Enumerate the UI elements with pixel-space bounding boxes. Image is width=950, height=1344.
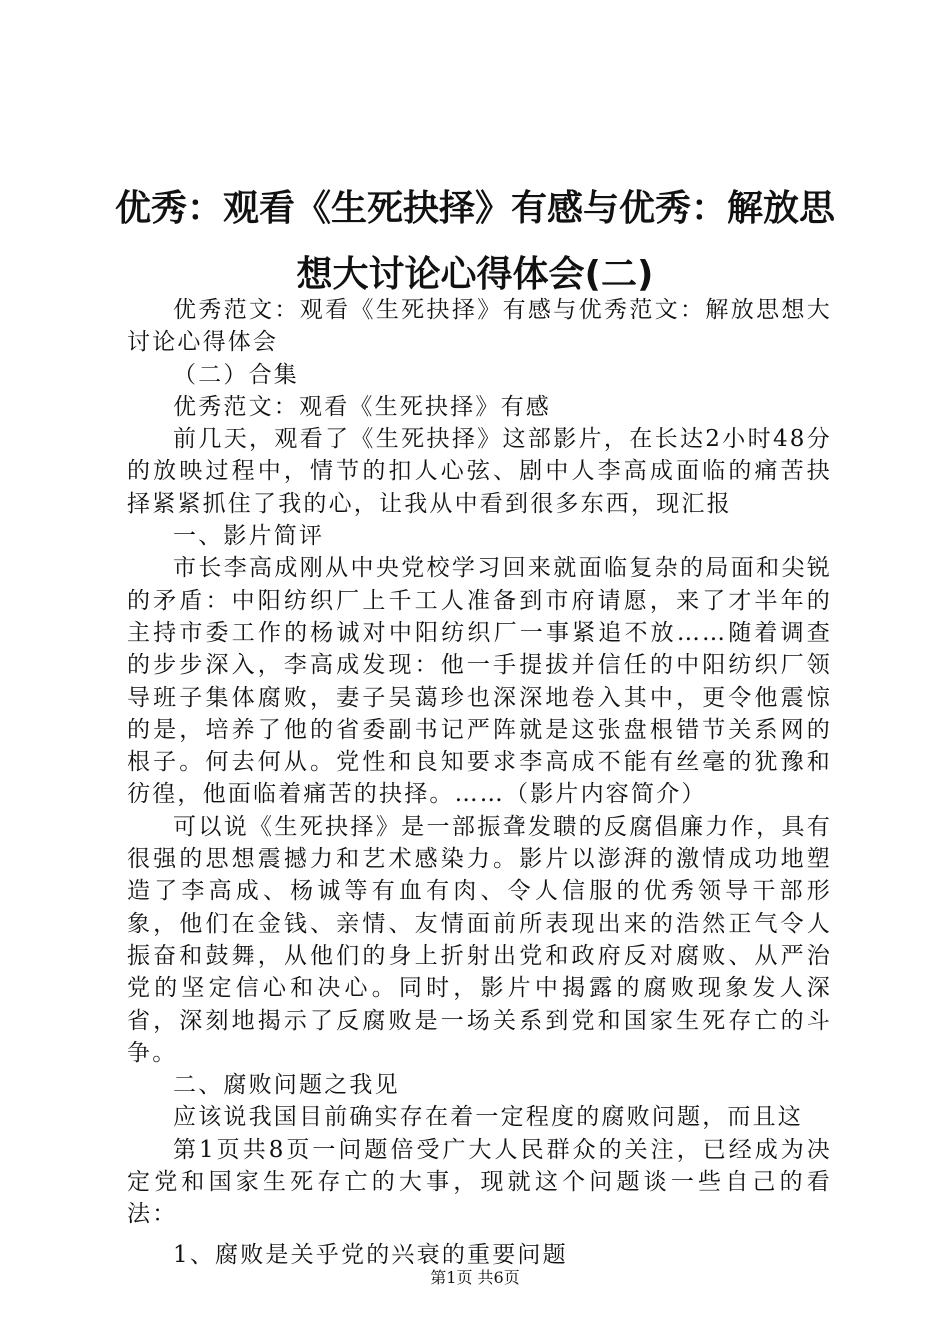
paragraph-opinion-start: 应该说我国目前确实存在着一定程度的腐败问题，而且这 xyxy=(173,1104,803,1131)
page-footer: 第1页 共6页 xyxy=(430,1268,520,1287)
document-title: 优秀：观看《生死抉择》有感与优秀：解放思想大讨论心得体会(二) xyxy=(114,188,835,295)
paragraph-collection: （二）合集 xyxy=(173,361,299,388)
section-heading-opinion: 二、腐败问题之我见 xyxy=(173,1072,400,1099)
paragraph-intro: 优秀范文：观看《生死抉择》有感与优秀范文：解放思想大讨论心得体会 xyxy=(127,297,832,356)
paragraph-opening: 前几天，观看了《生死抉择》这部影片，在长达2小时48分的放映过程中，情节的扣人心弦、剧中人李高成面临的痛苦抉择紧紧抓住了我的心，让我从中看到很多东西，现汇报 xyxy=(127,426,832,517)
document-body xyxy=(127,294,832,1271)
section-heading-review: 一、影片简评 xyxy=(173,523,325,550)
paragraph-evaluation: 可以说《生死抉择》是一部振聋发聩的反腐倡廉力作，具有很强的思想震撼力和艺术感染力。影片以澎湃的激情成功地塑造了李高成、杨诚等有血有肉、令人信服的优秀领导干部形象，他们在金钱、亲情、友情面前所表现出来的浩然正气令人振奋和鼓舞，从他们的身上折射出党和政府反对腐败、从严治党的坚定信心和决心。同时，影片中揭露的腐败现象发人深省，深刻地揭示了反腐败是一场关系到党和国家生死存亡的斗争。 xyxy=(127,813,832,1066)
list-item-first: 1、腐败是关乎党的兴衰的重要问题 xyxy=(173,1241,568,1268)
paragraph-synopsis: 市长李高成刚从中央党校学习回来就面临复杂的局面和尖锐的矛盾：中阳纺织厂上千工人准备到市府请愿，来了才半年的主持市委工作的杨诚对中阳纺织厂一事紧追不放……随着调查的步步深入，李高成发现：他一手提拔并信任的中阳纺织厂领导班子集体腐败，妻子吴蔼珍也深深地卷入其中，更令他震惊的是，培养了他的省委副书记严阵就是这张盘根错节关系网的根子。何去何从。党性和良知要求李高成不能有丝毫的犹豫和彷徨，他面临着痛苦的抉择。……（影片内容简介） xyxy=(127,555,832,808)
paragraph-opinion-continued: 第1页共8页一问题倍受广大人民群众的关注，已经成为决定党和国家生死存亡的大事，现就这个问题谈一些自己的看法： xyxy=(127,1136,832,1228)
paragraph-subtitle: 优秀范文：观看《生死抉择》有感 xyxy=(173,393,551,420)
